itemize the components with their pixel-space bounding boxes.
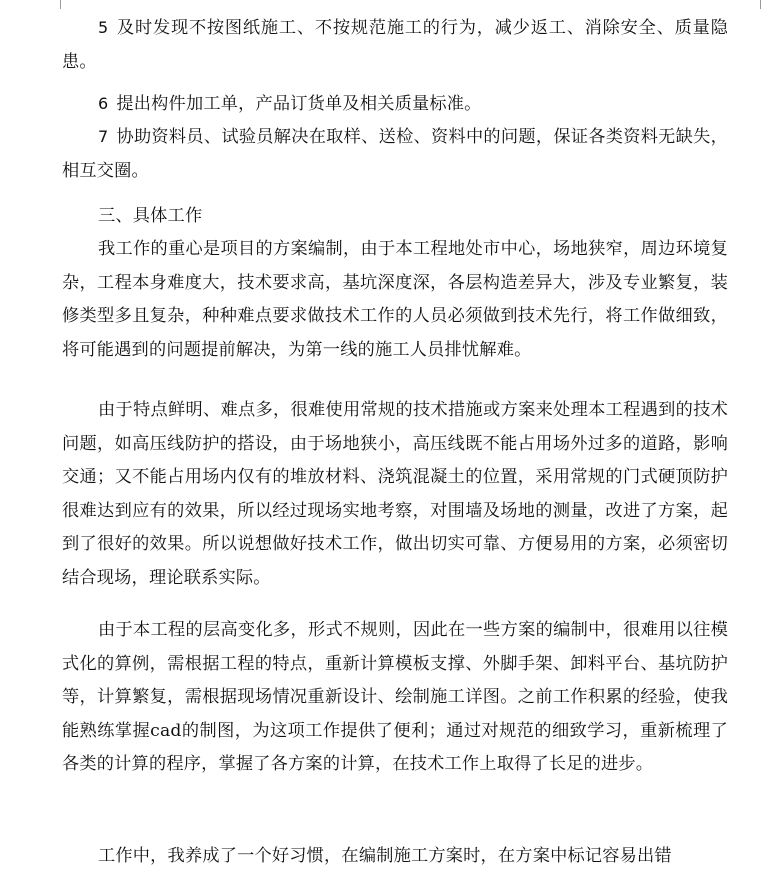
list-item-text: 及时发现不按图纸施工、不按规范施工的行为，减少返工、消除安全、质量隐患。 — [62, 18, 728, 72]
list-item-number: 6 — [98, 94, 109, 113]
list-item-5 — [62, 11, 728, 79]
list-item-6 — [62, 87, 728, 122]
paragraph-1: 我工作的重心是项目的方案编制，由于本工程地处市中心，场地狭窄，周边环境复杂，工程本身难度大，技术要求高，基坑深度深，各层构造差异大，涉及专业繁复，装修类型多且复杂，种种难点要求做技术工作的人员必须做到技术先行，将工作做细致，将可能遇到的问题提前解决，为第一线的施工人员排忧解难。 — [62, 239, 728, 360]
paragraph-2: 由于特点鲜明、难点多，很难使用常规的技术措施或方案来处理本工程遇到的技术问题，如高压线防护的搭设，由于场地狭小，高压线既不能占用场外过多的道路，影响交通；又不能占用场内仅有的堆放材料、浇筑混凝土的位置，采用常规的门式硬顶防护很难达到应有的效果，所以经过现场实地考察，对围墙及场地的测量，改进了方案，起到了很好的效果。所以说想做好技术工作，做出切实可靠、方便易用的方案，必须密切结合现场，理论联系实际。 — [62, 400, 728, 588]
section-heading: 三、具体工作 — [98, 206, 203, 226]
list-item-text: 提出构件加工单，产品订货单及相关质量标准。 — [116, 94, 482, 114]
paragraph-3: 由于本工程的层高变化多，形式不规则，因此在一些方案的编制中，很难用以往模式化的算例，需根据工程的特点，重新计算模板支撑、外脚手架、卸料平台、基坑防护等，计算繁复，需根据现场情况重新设计、绘制施工详图。之前工作积累的经验，使我能熟练掌握cad的制图，为这项工作提供了便利；通过对规范的细致学习，重新梳理了各类的计算的程序，掌握了各方案的计算，在技术工作上取得了长足的进步。 — [62, 620, 728, 774]
list-item-text: 协助资料员、试验员解决在取样、送检、资料中的问题，保证各类资料无缺失，相互交圈。 — [62, 127, 728, 181]
list-item-7 — [62, 120, 728, 188]
list-item-number: 7 — [98, 127, 109, 146]
page-corner-mark-right — [760, 0, 771, 9]
list-item-number: 5 — [98, 18, 109, 37]
page-corner-mark-left — [50, 0, 61, 9]
paragraph-4: 工作中，我养成了一个好习惯，在编制施工方案时，在方案中标记容易出错 — [98, 846, 672, 866]
